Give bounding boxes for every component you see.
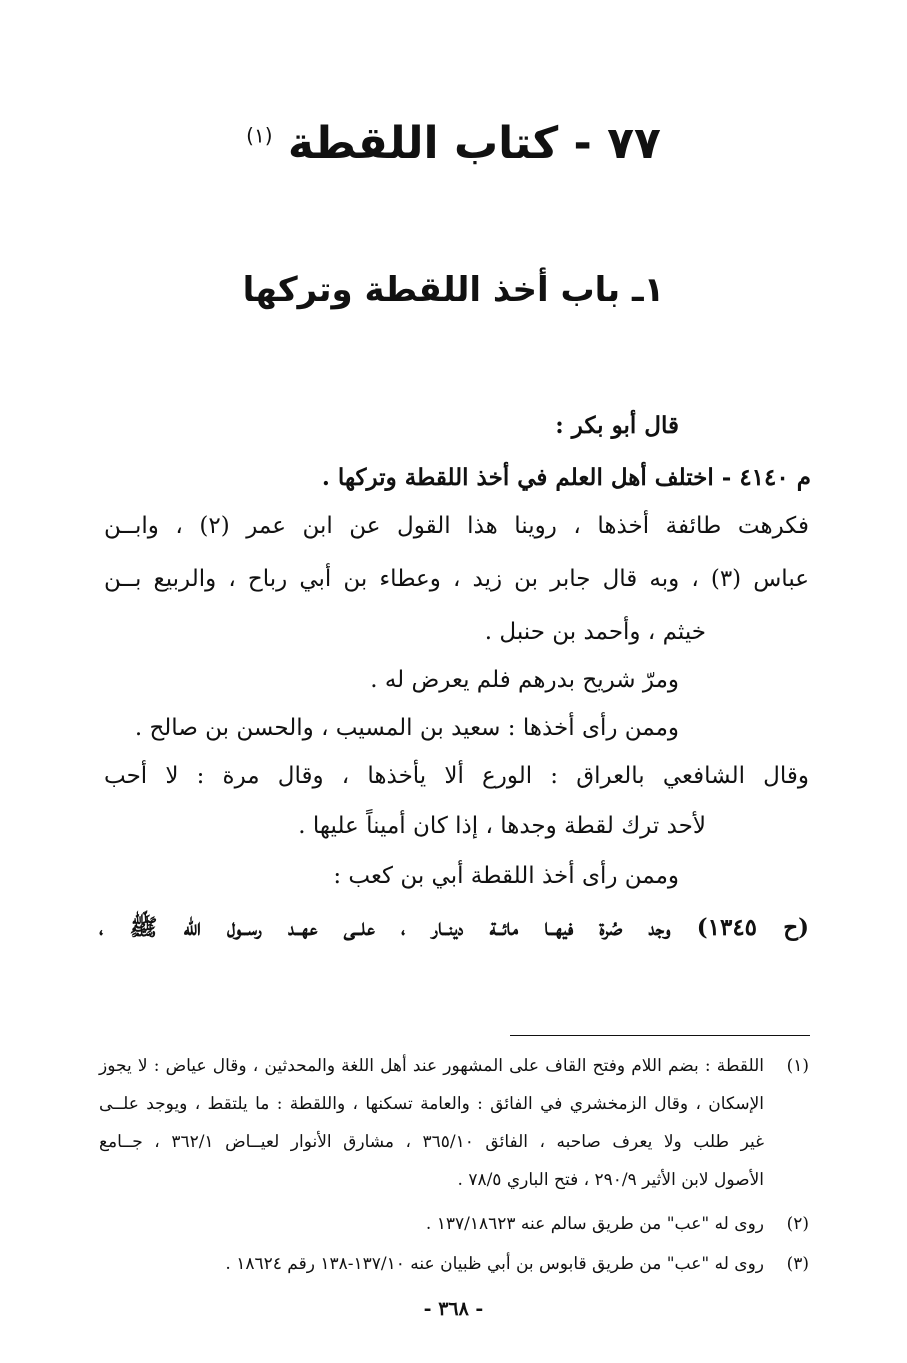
book-title-text: ٧٧ - كتاب اللقطة (287, 118, 661, 169)
footnote-1-line-4: الأصول لابن الأثير ٢٩٠/٩ ، فتح الباري ٧٨/٥ . (457, 1170, 764, 1190)
chapter-heading: ١ـ باب أخذ اللقطة وتركها (242, 270, 665, 310)
hadith-1345-line: (ح ١٣٤٥) وجد صُرة فيهــا مائــة دينــار ، علــى عهــد رســول الله ﷺ ، (99, 914, 809, 941)
footnote-1-line-1: اللقطة : بضم اللام وفتح القاف على المشهور عند أهل اللغة والمحدثين ، وقال عياض : لا يجوز (99, 1056, 764, 1076)
book-title (0, 118, 907, 169)
body-line-9: وممن رأى أخذ اللقطة أبي بن كعب : (333, 863, 679, 889)
footnote-1-number: (١) (786, 1056, 809, 1076)
title-footnote-marker: (١) (246, 123, 273, 148)
body-line-6: وممن رأى أخذها : سعيد بن المسيب ، والحسن بن صالح . (134, 715, 679, 741)
body-line-3: عباس (٣) ، وبه قال جابر بن زيد ، وعطاء بن أبي رباح ، والربيع بــن (104, 566, 809, 592)
paragraph-4140-line: م ٤١٤٠ - اختلف أهل العلم في أخذ اللقطة وتركها . (321, 464, 811, 491)
intro-line: قال أبو بكر : (555, 412, 679, 439)
footnote-3-text: روى له "عب" من طريق قابوس بن أبي ظبيان عنه ١٣٧/١٠-١٣٨ رقم ١٨٦٢٤ . (225, 1254, 764, 1274)
body-line-2: فكرهت طائفة أخذها ، روينا هذا القول عن ابن عمر (٢) ، وابــن (104, 513, 809, 539)
footnote-1-line-3: غير طلب ولا يعرف صاحبه ، الفائق ٣٦٥/١٠ ، مشارق الأنوار لعيــاض ٣٦٢/١ ، جــامع (99, 1132, 764, 1152)
body-line-7: وقال الشافعي بالعراق : الورع ألا يأخذها ، وقال مرة : لا أحب (104, 763, 809, 789)
body-line-5: ومرّ شريح بدرهم فلم يعرض له . (370, 667, 679, 693)
footnote-3-number: (٣) (786, 1254, 809, 1274)
footnote-2-text: روى له "عب" من طريق سالم عنه ١٣٧/١٨٦٢٣ . (425, 1214, 764, 1234)
footnote-2-number: (٢) (786, 1214, 809, 1234)
footnote-1-line-2: الإسكان ، وقال الزمخشري في الفائق : والعامة تسكنها ، واللقطة : ما يلتقط ، ويوجد علــى (99, 1094, 764, 1114)
page-number: - ٣٦٨ - (423, 1298, 484, 1320)
footnote-divider (510, 1035, 810, 1036)
body-line-4: خيثم ، وأحمد بن حنبل . (484, 619, 706, 645)
body-line-8: لأحد ترك لقطة وجدها ، إذا كان أميناً عليها . (298, 813, 706, 839)
